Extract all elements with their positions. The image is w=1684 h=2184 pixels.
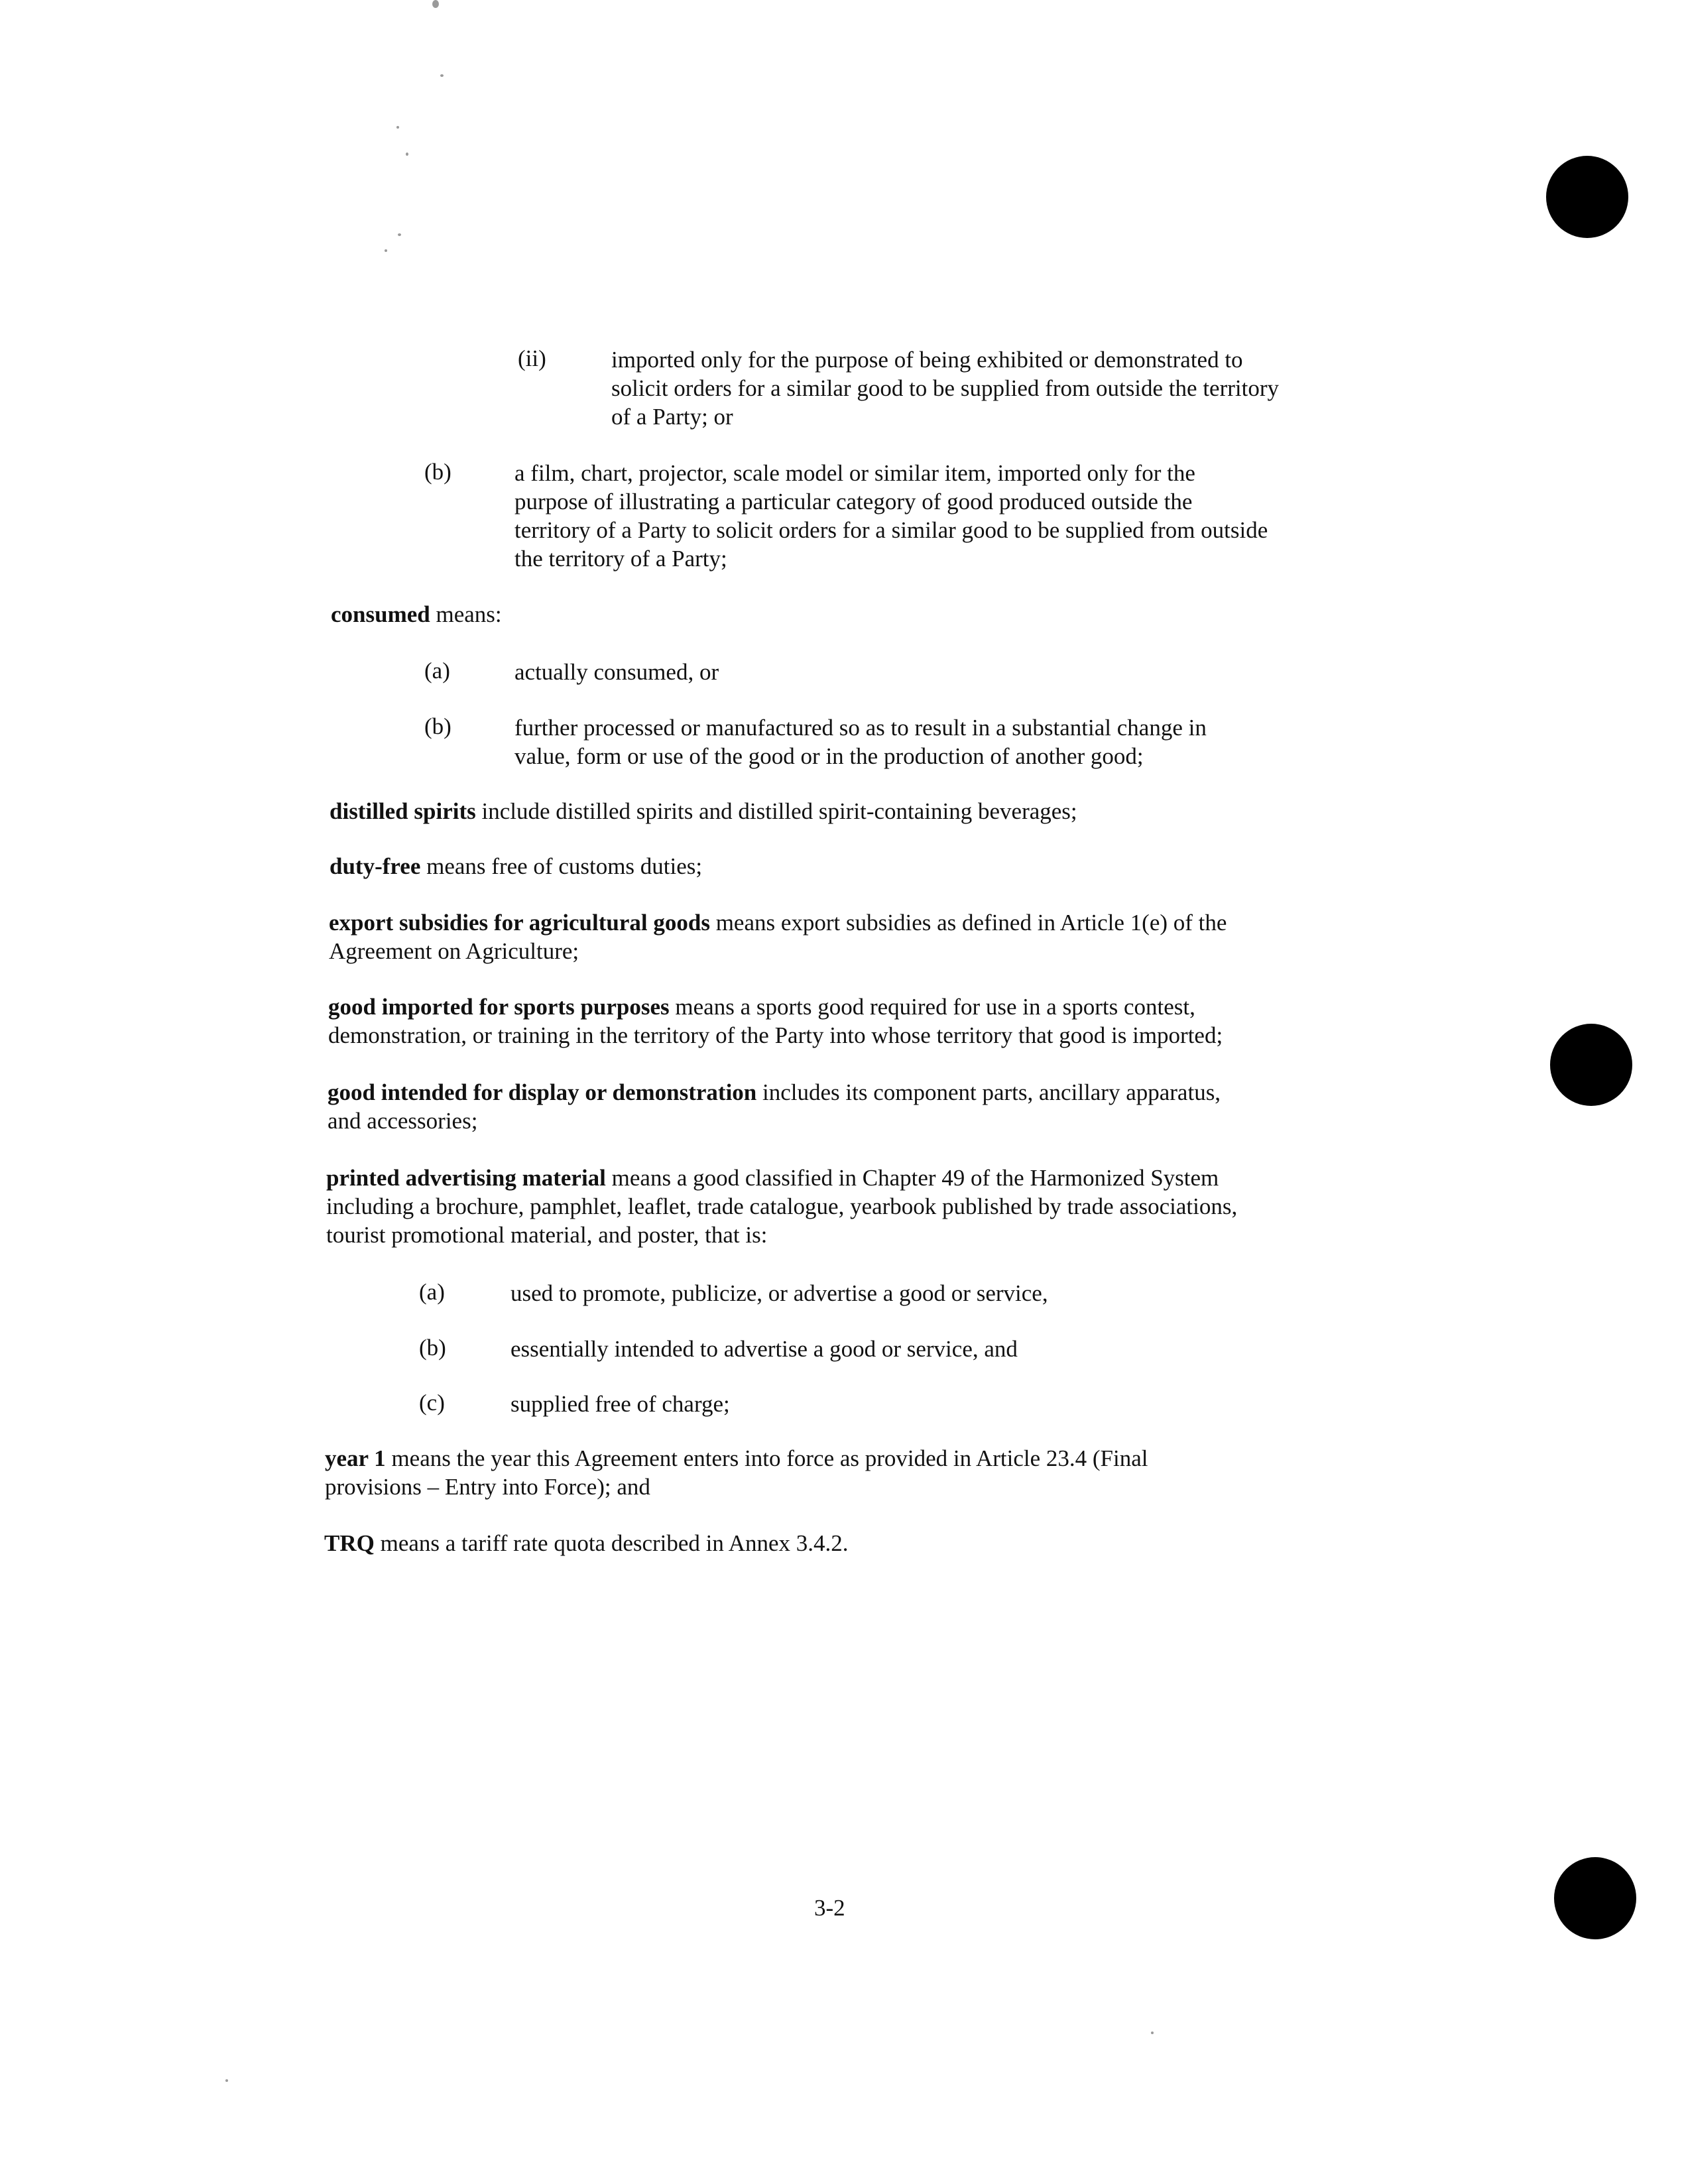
defined-term: export subsidies for agricultural goods xyxy=(329,910,710,936)
definition-line xyxy=(328,1078,1221,1107)
definition-duty-free xyxy=(330,852,702,880)
punch-hole-middle xyxy=(1550,1024,1632,1106)
definition-line xyxy=(325,1444,1148,1473)
consumed-item-b xyxy=(514,713,1207,770)
defined-term: good imported for sports purposes xyxy=(328,994,670,1020)
defined-term: printed advertising material xyxy=(326,1165,606,1191)
definition-line: provisions – Entry into Force); and xyxy=(325,1474,650,1500)
advertising-item-a: used to promote, publicize, or advertise a good or service, xyxy=(511,1280,1048,1306)
scan-speck xyxy=(225,2079,228,2082)
advertising-label-b: (b) xyxy=(419,1335,446,1361)
definition-line xyxy=(326,1164,1237,1192)
definition-line: Agreement on Agriculture; xyxy=(329,938,579,964)
consumed-label-b: (b) xyxy=(424,713,451,739)
definition-line: tourist promotional material, and poster, that is: xyxy=(326,1222,768,1248)
consumed-b-line: further processed or manufactured so as to result in a substantial change in xyxy=(514,715,1207,741)
scan-speck xyxy=(1151,2032,1154,2034)
definition-text: means a good classified in Chapter 49 of the Harmonized System xyxy=(605,1165,1219,1191)
item-ii-line: imported only for the purpose of being exhibited or demonstrated to xyxy=(611,347,1243,373)
definition-text: means a sports good required for use in a sports contest, xyxy=(669,994,1195,1020)
definition-sports-goods xyxy=(328,993,1223,1050)
defined-term: duty-free xyxy=(330,853,421,879)
definition-text: include distilled spirits and distilled spirit-containing beverages; xyxy=(475,798,1077,824)
consumed-label-a: (a) xyxy=(424,658,450,684)
item-ii-text xyxy=(611,345,1279,431)
definition-line: including a brochure, pamphlet, leaflet, trade catalogue, yearbook published by trade associations, xyxy=(326,1193,1238,1219)
definition-line: and accessories; xyxy=(328,1108,478,1134)
definition-line xyxy=(328,993,1223,1021)
page-number: 3-2 xyxy=(814,1895,845,1921)
definition-text: means the year this Agreement enters into force as provided in Article 23.4 (Final xyxy=(385,1445,1148,1471)
definition-year-1 xyxy=(325,1444,1148,1501)
scan-speck xyxy=(398,233,401,236)
definition-text: means: xyxy=(430,601,502,627)
definition-trq xyxy=(324,1529,849,1557)
defined-term: distilled spirits xyxy=(330,798,476,824)
definition-line: demonstration, or training in the territory of the Party into whose territory that good is imported; xyxy=(328,1022,1223,1048)
punch-hole-bottom xyxy=(1554,1857,1636,1939)
item-b-line: a film, chart, projector, scale model or similar item, imported only for the xyxy=(514,460,1195,486)
defined-term: TRQ xyxy=(324,1530,375,1556)
consumed-b-line: value, form or use of the good or in the production of another good; xyxy=(514,743,1144,769)
definition-line xyxy=(329,908,1227,937)
advertising-label-c: (c) xyxy=(419,1390,445,1416)
consumed-item-a: actually consumed, or xyxy=(514,659,719,685)
definition-text: means a tariff rate quota described in Annex 3.4.2. xyxy=(374,1530,849,1556)
scan-speck xyxy=(385,249,387,252)
scan-speck xyxy=(396,126,399,129)
defined-term: good intended for display or demonstration xyxy=(328,1079,757,1105)
item-b-text xyxy=(514,459,1268,573)
definition-consumed xyxy=(331,600,502,629)
definition-export-subsidies xyxy=(329,908,1227,965)
advertising-item-b: essentially intended to advertise a good or service, and xyxy=(511,1336,1018,1362)
advertising-label-a: (a) xyxy=(419,1279,445,1305)
definition-text: means free of customs duties; xyxy=(420,853,703,879)
item-ii-line: of a Party; or xyxy=(611,404,733,430)
scan-speck xyxy=(432,0,439,8)
definition-text: includes its component parts, ancillary apparatus, xyxy=(756,1079,1221,1105)
punch-hole-top xyxy=(1546,156,1628,238)
item-b-line: territory of a Party to solicit orders for a similar good to be supplied from outside xyxy=(514,517,1268,543)
scan-speck xyxy=(406,152,408,156)
definition-text: means export subsidies as defined in Article 1(e) of the xyxy=(709,910,1227,936)
item-b-line: purpose of illustrating a particular category of good produced outside the xyxy=(514,489,1193,515)
advertising-item-c: supplied free of charge; xyxy=(511,1391,730,1417)
definition-printed-advertising xyxy=(326,1164,1237,1249)
defined-term: consumed xyxy=(331,601,430,627)
scan-speck xyxy=(440,74,444,77)
definition-display-goods xyxy=(328,1078,1221,1135)
item-label-b: (b) xyxy=(424,459,451,485)
item-ii-line: solicit orders for a similar good to be supplied from outside the territory xyxy=(611,375,1280,401)
definition-distilled-spirits xyxy=(330,797,1077,825)
item-label-ii: (ii) xyxy=(518,345,546,371)
item-b-line: the territory of a Party; xyxy=(514,546,727,572)
defined-term: year 1 xyxy=(325,1445,386,1471)
